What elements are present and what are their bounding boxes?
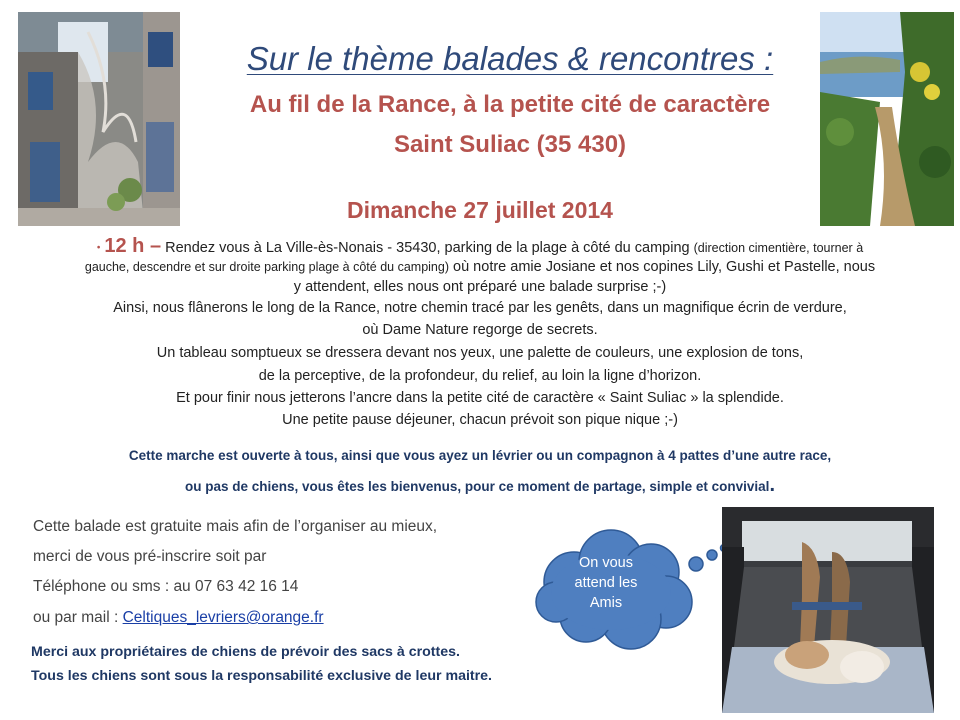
meeting-line-3: y attendent, elles nous ont préparé une balade surprise ;-) [293,279,667,295]
mail-prefix: ou par mail : [33,609,123,626]
openness-line-2 [20,474,940,497]
meeting-text-1: Rendez vous à La Ville-ès-Nonais - 35430, parking de la plage à côté du camping [161,240,694,256]
registration-mail-line [33,609,324,627]
body-line-4: de la perceptive, de la profondeur, du relief, au loin la ligne d’horizon. [258,368,702,384]
meeting-line-1 [20,236,940,259]
meeting-note-1: (direction cimentière, tourner à [693,241,864,255]
meeting-text-2: où notre amie Josiane et nos copines Lily, Gushi et Pastelle, nous [449,259,876,275]
email-link[interactable]: Celtiques_levriers@orange.fr [122,609,324,626]
subtitle-line-2: Saint Suliac (35 430) [393,131,627,158]
greyhounds-in-car-photo [722,507,934,713]
openness-line-2-end: . [769,474,775,496]
body-line-1: Ainsi, nous flânerons le long de la Rance, notre chemin tracé par les genêts, dans un magnifique écrin de verdure, [113,300,847,316]
event-date: Dimanche 27 juillet 2014 [347,197,613,223]
cloud-message [551,553,661,613]
village-house-photo [18,12,180,226]
meeting-line-2 [20,257,940,278]
cloud-line-2: attend les [574,575,638,591]
warning-line-2: Tous les chiens sont sous la responsabilité exclusive de leur maitre. [31,668,492,684]
body-line-3: Un tableau somptueux se dressera devant nos yeux, une palette de couleurs, une explosion de tons, [156,345,804,361]
theme-title: Sur le thème balades & rencontres : [246,40,774,77]
openness-line-1: Cette marche est ouverte à tous, ainsi que vous ayez un lévrier ou un compagnon à 4 pattes d’une autre race, [128,448,832,463]
registration-line-1: Cette balade est gratuite mais afin de l’organiser au mieux, [33,518,438,535]
cloud-line-3: Amis [589,595,623,611]
warning-line-1: Merci aux propriétaires de chiens de prévoir des sacs à crottes. [31,644,460,660]
meeting-note-2: gauche, descendre et sur droite parking plage à côté du camping) [84,260,449,274]
openness-line-2-text: ou pas de chiens, vous êtes les bienvenus, pour ce moment de partage, simple et convivial [185,479,770,494]
bullet-icon: • [96,242,101,254]
body-line-6: Une petite pause déjeuner, chacun prévoit son pique nique ;-) [282,412,678,428]
registration-phone: Téléphone ou sms : au 07 63 42 16 14 [33,578,299,595]
registration-line-2: merci de vous pré-inscrire soit par [33,548,267,565]
cloud-line-1: On vous [579,555,633,571]
body-line-5: Et pour finir nous jetterons l’ancre dans la petite cité de caractère « Saint Suliac » la splendide. [176,390,784,406]
body-line-2: où Dame Nature regorge de secrets. [362,322,598,338]
subtitle-line-1: Au fil de la Rance, à la petite cité de caractère [249,91,771,118]
meeting-time: 12 h – [104,235,162,257]
